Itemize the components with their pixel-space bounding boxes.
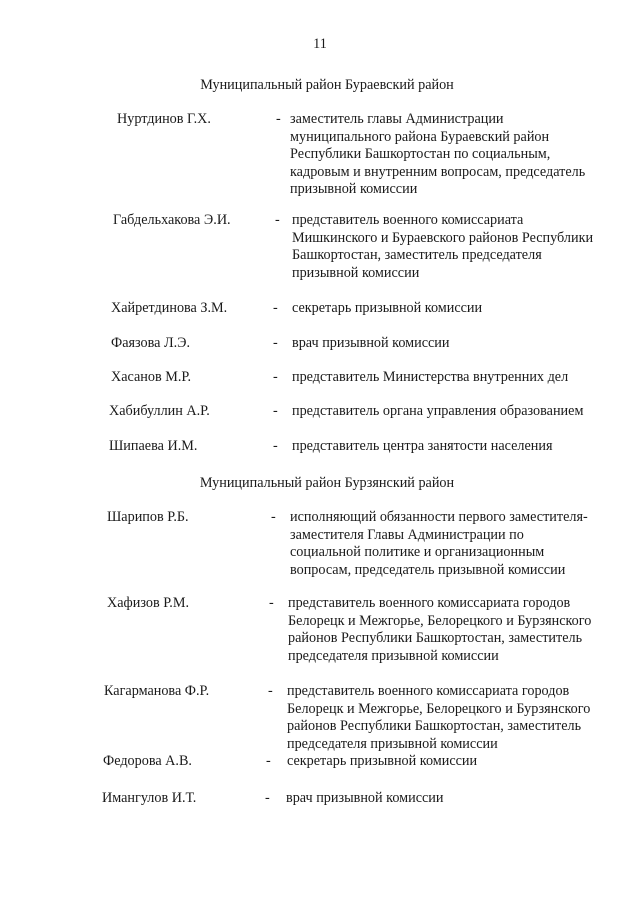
member-name: Имангулов И.Т. bbox=[102, 790, 197, 806]
role-line: председателя призывной комиссии bbox=[288, 647, 499, 664]
member-role bbox=[292, 369, 568, 387]
member-name: Габдельхакова Э.И. bbox=[113, 212, 231, 228]
role-line: Белорецк и Межгорье, Белорецкого и Бурзянского bbox=[288, 612, 592, 629]
role-line: представитель военного комиссариата городов bbox=[287, 683, 570, 699]
role-line: представитель Министерства внутренних дел bbox=[292, 369, 569, 385]
member-role bbox=[292, 212, 593, 282]
role-line: представитель органа управления образованием bbox=[292, 403, 584, 419]
role-line: Башкортостан, заместитель председателя bbox=[292, 247, 542, 264]
role-line: районов Республики Башкортостан, заместитель bbox=[288, 630, 583, 647]
member-dash: - bbox=[273, 369, 278, 385]
member-role bbox=[287, 683, 590, 753]
member-dash: - bbox=[265, 790, 270, 806]
member-name: Федорова А.В. bbox=[103, 753, 192, 769]
member-role bbox=[286, 790, 444, 808]
member-role bbox=[290, 111, 585, 199]
member-role bbox=[287, 753, 477, 771]
member-role bbox=[292, 335, 450, 353]
role-line: секретарь призывной комиссии bbox=[287, 753, 478, 769]
member-dash: - bbox=[266, 753, 271, 769]
member-role bbox=[292, 438, 553, 456]
member-dash: - bbox=[273, 403, 278, 419]
section-heading: Муниципальный район Бураевский район bbox=[200, 77, 454, 93]
role-line: вопросам, председатель призывной комиссии bbox=[290, 561, 566, 578]
member-name: Хасанов М.Р. bbox=[111, 369, 192, 385]
member-role bbox=[290, 509, 588, 579]
role-line: Мишкинского и Бураевского районов Республики bbox=[292, 229, 594, 246]
role-line: представитель военного комиссариата bbox=[292, 212, 524, 228]
member-name: Хайретдинова З.М. bbox=[111, 300, 228, 316]
member-name: Нуртдинов Г.Х. bbox=[117, 111, 211, 127]
page-number: 11 bbox=[313, 36, 327, 52]
role-line: призывной комиссии bbox=[292, 264, 420, 281]
role-line: председателя призывной комиссии bbox=[287, 735, 498, 752]
role-line: муниципального района Бураевский район bbox=[290, 128, 550, 145]
role-line: районов Республики Башкортостан, заместитель bbox=[287, 718, 582, 735]
role-line: Белорецк и Межгорье, Белорецкого и Бурзянского bbox=[287, 700, 591, 717]
role-line: представитель военного комиссариата городов bbox=[288, 595, 571, 611]
role-line: социальной политике и организационным bbox=[290, 544, 545, 561]
member-dash: - bbox=[273, 300, 278, 316]
role-line: секретарь призывной комиссии bbox=[292, 300, 483, 316]
member-name: Шипаева И.М. bbox=[109, 438, 198, 454]
member-dash: - bbox=[273, 438, 278, 454]
member-role bbox=[288, 595, 591, 665]
role-line: призывной комиссии bbox=[290, 181, 418, 198]
role-line: представитель центра занятости населения bbox=[292, 438, 553, 454]
role-line: врач призывной комиссии bbox=[286, 790, 444, 806]
role-line: врач призывной комиссии bbox=[292, 335, 450, 351]
role-line: заместитель главы Администрации bbox=[290, 111, 504, 127]
member-dash: - bbox=[269, 595, 274, 611]
member-dash: - bbox=[275, 212, 280, 228]
member-name: Фаязова Л.Э. bbox=[111, 335, 191, 351]
member-name: Кагарманова Ф.Р. bbox=[104, 683, 210, 699]
role-line: исполняющий обязанности первого заместителя- bbox=[290, 509, 588, 525]
member-dash: - bbox=[276, 111, 281, 127]
member-dash: - bbox=[268, 683, 273, 699]
role-line: заместителя Главы Администрации по bbox=[290, 526, 524, 543]
section-heading: Муниципальный район Бурзянский район bbox=[199, 475, 455, 491]
member-name: Шарипов Р.Б. bbox=[107, 509, 189, 525]
member-role bbox=[292, 300, 482, 318]
role-line: Республики Башкортостан по социальным, bbox=[290, 146, 551, 163]
member-name: Хабибуллин А.Р. bbox=[109, 403, 210, 419]
member-role bbox=[292, 403, 583, 421]
member-dash: - bbox=[273, 335, 278, 351]
member-name: Хафизов Р.М. bbox=[107, 595, 190, 611]
role-line: кадровым и внутренним вопросам, председатель bbox=[290, 163, 586, 180]
member-dash: - bbox=[271, 509, 276, 525]
